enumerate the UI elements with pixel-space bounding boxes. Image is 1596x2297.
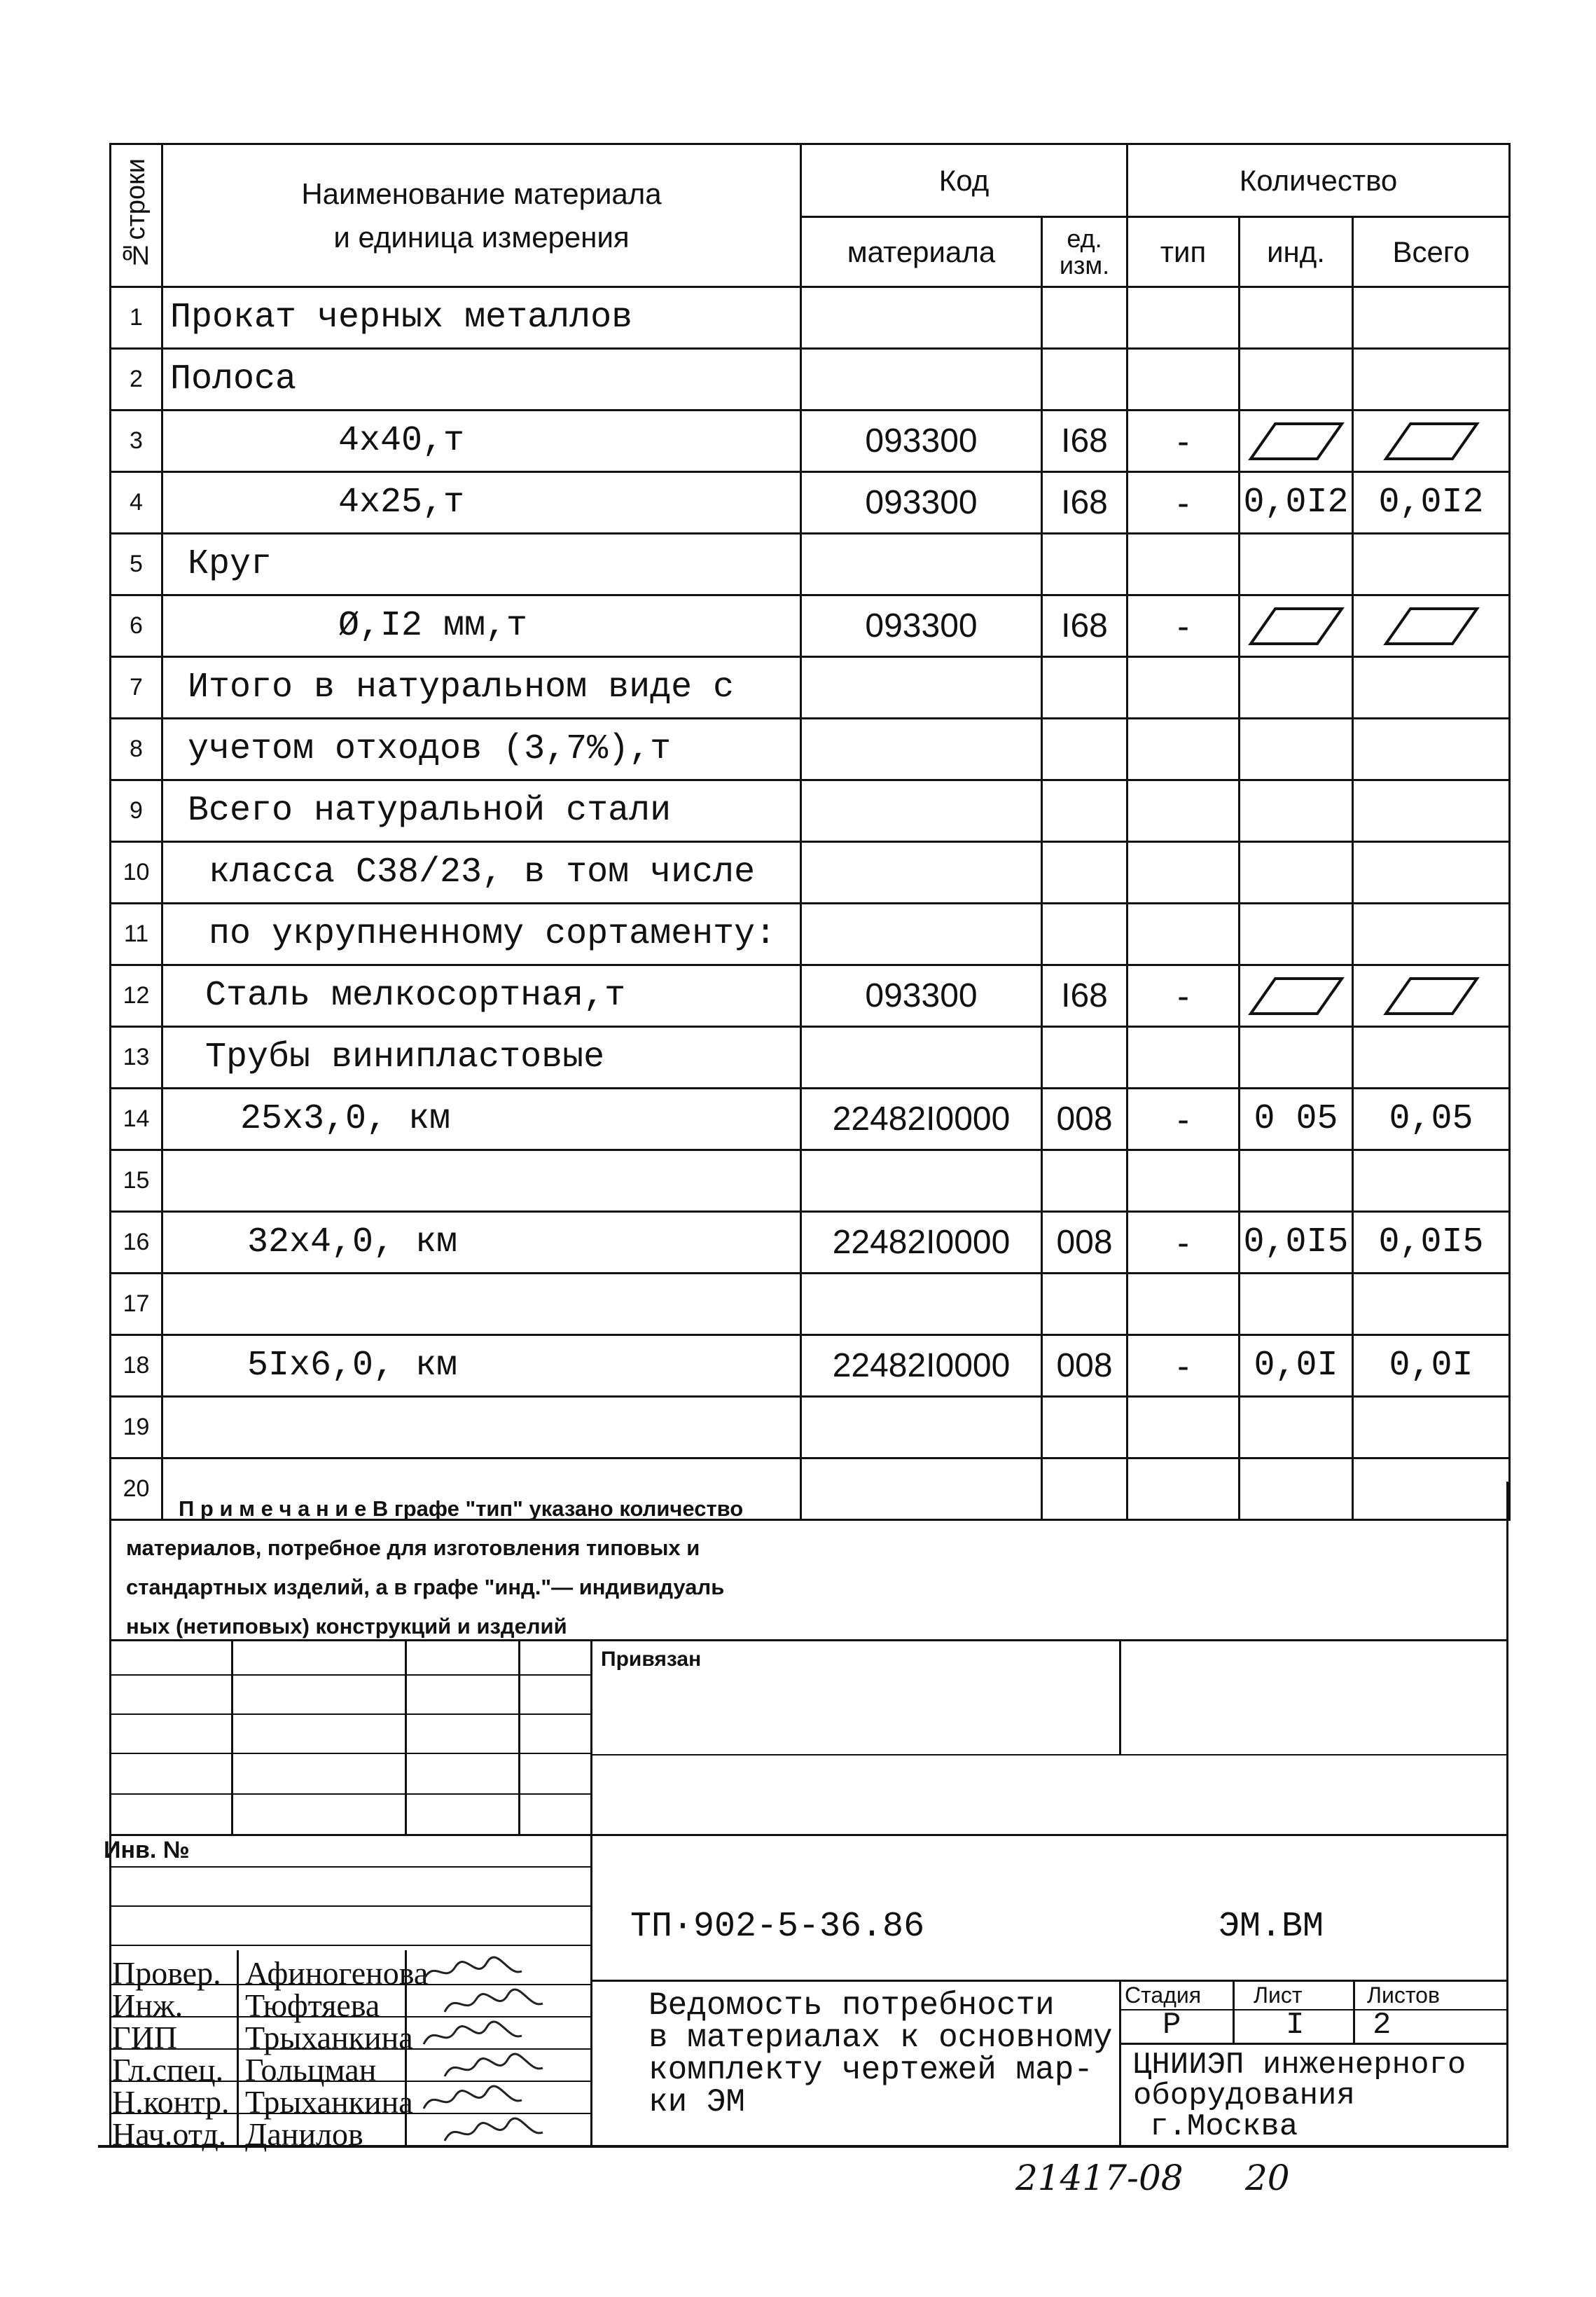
material-name: 32x4,0, км xyxy=(162,1212,801,1274)
quantity-header: Количество xyxy=(1127,144,1510,217)
material-code xyxy=(801,719,1042,780)
row-number: 15 xyxy=(111,1150,162,1212)
unit-code xyxy=(1042,904,1127,965)
code-unit-header: ед. изм. xyxy=(1042,217,1127,287)
unit-code: I68 xyxy=(1042,472,1127,534)
qty-ind xyxy=(1240,780,1353,842)
staff-name: Трыханкина xyxy=(245,2020,413,2055)
materials-table xyxy=(109,143,1511,1521)
staff-name: Афиногенова xyxy=(245,1955,429,1991)
page-number: 20 xyxy=(1245,2158,1290,2198)
row-number: 5 xyxy=(111,534,162,595)
row-number: 11 xyxy=(111,904,162,965)
staff-name: Тюфтяева xyxy=(245,1987,380,2023)
unit-code xyxy=(1042,719,1127,780)
table-row xyxy=(111,1212,1510,1274)
code-header: Код xyxy=(801,144,1127,217)
material-code: 093300 xyxy=(801,472,1042,534)
qty-total: 0,0I2 xyxy=(1353,472,1510,534)
qty-total xyxy=(1353,287,1510,349)
qty-total xyxy=(1353,1458,1510,1520)
unit-code: I68 xyxy=(1042,411,1127,472)
qty-total xyxy=(1353,411,1510,472)
material-code xyxy=(801,349,1042,411)
qty-ind-header: инд. xyxy=(1240,217,1353,287)
qty-type xyxy=(1127,1274,1240,1335)
material-name-header: Наименование материала и единица измерения xyxy=(162,144,801,287)
material-code xyxy=(801,1397,1042,1458)
table-row xyxy=(111,780,1510,842)
qty-ind xyxy=(1240,904,1353,965)
table-row xyxy=(111,595,1510,657)
staff-role: Инж. xyxy=(112,1987,183,2023)
qty-type-header: тип xyxy=(1127,217,1240,287)
dash-parallelogram-icon xyxy=(1247,975,1345,1017)
material-code xyxy=(801,842,1042,904)
material-name: 5Ix6,0, км xyxy=(162,1335,801,1397)
material-name xyxy=(162,1274,801,1335)
material-name: Сталь мелкосортная,т xyxy=(162,965,801,1027)
stamp-top-line xyxy=(109,1639,1508,1641)
row-number: 13 xyxy=(111,1027,162,1089)
qty-type xyxy=(1127,1397,1240,1458)
qty-ind: 0,0I xyxy=(1240,1335,1353,1397)
document-mark: ЭМ.ВМ xyxy=(1219,1907,1324,1947)
table-row xyxy=(111,1089,1510,1150)
table-row xyxy=(111,842,1510,904)
qty-ind: 0 05 xyxy=(1240,1089,1353,1150)
qty-ind xyxy=(1240,349,1353,411)
inventory-number-label: Инв. № xyxy=(104,1837,190,1863)
signature-icon xyxy=(441,1988,546,2019)
qty-total xyxy=(1353,595,1510,657)
qty-total xyxy=(1353,349,1510,411)
material-name: Итого в натуральном виде с xyxy=(162,657,801,719)
row-number: 7 xyxy=(111,657,162,719)
unit-code xyxy=(1042,1397,1127,1458)
qty-type xyxy=(1127,719,1240,780)
qty-ind xyxy=(1240,1150,1353,1212)
material-code: 22482I0000 xyxy=(801,1335,1042,1397)
material-name: 4x40,т xyxy=(162,411,801,472)
qty-total xyxy=(1353,904,1510,965)
unit-code xyxy=(1042,287,1127,349)
signature-icon xyxy=(420,1956,525,1987)
qty-ind: 0,0I5 xyxy=(1240,1212,1353,1274)
row-number: 18 xyxy=(111,1335,162,1397)
unit-code: 008 xyxy=(1042,1335,1127,1397)
material-code: 22482I0000 xyxy=(801,1089,1042,1150)
table-row xyxy=(111,1150,1510,1212)
staff-name: Трыханкина xyxy=(245,2084,413,2120)
table-row xyxy=(111,1027,1510,1089)
staff-name: Гольцман xyxy=(245,2052,377,2088)
row-number: 1 xyxy=(111,287,162,349)
unit-code xyxy=(1042,349,1127,411)
table-note: П р и м е ч а н и е В графе "тип" указано количество материалов, потребное для изготовления типовых и стандартных изделий, а в графе "инд."— индивидуаль ных (нетиповых) конструкций и изделий xyxy=(126,1496,744,1639)
material-name: класса С38/23, в том числе xyxy=(162,842,801,904)
material-name: Трубы винипластовые xyxy=(162,1027,801,1089)
qty-type xyxy=(1127,287,1240,349)
qty-total: 0,05 xyxy=(1353,1089,1510,1150)
qty-type: - xyxy=(1127,965,1240,1027)
material-code xyxy=(801,904,1042,965)
unit-code xyxy=(1042,657,1127,719)
unit-code xyxy=(1042,842,1127,904)
dash-parallelogram-icon xyxy=(1382,975,1480,1017)
qty-type: - xyxy=(1127,595,1240,657)
staff-role: Провер. xyxy=(112,1955,221,1991)
material-code xyxy=(801,780,1042,842)
material-name: Прокат черных металлов xyxy=(162,287,801,349)
unit-code xyxy=(1042,1027,1127,1089)
staff-name: Данилов xyxy=(245,2116,363,2152)
material-name: учетом отходов (3,7%),т xyxy=(162,719,801,780)
unit-code xyxy=(1042,1458,1127,1520)
qty-type xyxy=(1127,657,1240,719)
unit-code xyxy=(1042,1150,1127,1212)
dash-parallelogram-icon xyxy=(1382,605,1480,647)
table-row xyxy=(111,1397,1510,1458)
qty-ind xyxy=(1240,534,1353,595)
qty-ind xyxy=(1240,411,1353,472)
table-row xyxy=(111,719,1510,780)
left-border xyxy=(109,1482,111,2147)
unit-code xyxy=(1042,1274,1127,1335)
qty-total xyxy=(1353,719,1510,780)
material-code: 093300 xyxy=(801,595,1042,657)
row-number: 19 xyxy=(111,1397,162,1458)
qty-type xyxy=(1127,1150,1240,1212)
qty-total xyxy=(1353,965,1510,1027)
material-name: 4x25,т xyxy=(162,472,801,534)
right-border xyxy=(1506,1482,1508,2147)
qty-ind xyxy=(1240,595,1353,657)
row-number: 16 xyxy=(111,1212,162,1274)
qty-type: - xyxy=(1127,472,1240,534)
row-number: 8 xyxy=(111,719,162,780)
row-number: 10 xyxy=(111,842,162,904)
qty-total xyxy=(1353,1150,1510,1212)
qty-total xyxy=(1353,842,1510,904)
material-name: 25x3,0, км xyxy=(162,1089,801,1150)
table-row xyxy=(111,534,1510,595)
material-code: 093300 xyxy=(801,411,1042,472)
qty-total xyxy=(1353,780,1510,842)
row-number: 20 xyxy=(111,1458,162,1520)
material-code xyxy=(801,1027,1042,1089)
unit-code: 008 xyxy=(1042,1212,1127,1274)
qty-type xyxy=(1127,780,1240,842)
qty-ind xyxy=(1240,1274,1353,1335)
staff-role: Н.контр. xyxy=(112,2084,230,2120)
table-row xyxy=(111,349,1510,411)
material-name: Круг xyxy=(162,534,801,595)
row-number: 12 xyxy=(111,965,162,1027)
sheet-value: I xyxy=(1286,2008,1305,2043)
qty-type: - xyxy=(1127,1089,1240,1150)
material-code xyxy=(801,534,1042,595)
staff-role: Гл.спец. xyxy=(112,2052,224,2088)
material-code xyxy=(801,657,1042,719)
material-code xyxy=(801,287,1042,349)
material-name xyxy=(162,1397,801,1458)
qty-total: 0,0I5 xyxy=(1353,1212,1510,1274)
unit-code: I68 xyxy=(1042,595,1127,657)
qty-ind xyxy=(1240,1458,1353,1520)
qty-type xyxy=(1127,842,1240,904)
qty-total xyxy=(1353,1397,1510,1458)
row-number: 9 xyxy=(111,780,162,842)
table-row xyxy=(111,411,1510,472)
row-number: 3 xyxy=(111,411,162,472)
material-name xyxy=(162,1150,801,1212)
table-row xyxy=(111,904,1510,965)
sheets-label: Листов xyxy=(1367,1982,1440,2008)
code-material-header: материала xyxy=(801,217,1042,287)
table-row xyxy=(111,657,1510,719)
qty-total xyxy=(1353,657,1510,719)
signature-icon xyxy=(441,2053,546,2083)
organization: ЦНИИЭП инженерного оборудования г.Москва xyxy=(1133,2048,1466,2144)
material-code xyxy=(801,1150,1042,1212)
unit-code: 008 xyxy=(1042,1089,1127,1150)
material-code xyxy=(801,1274,1042,1335)
qty-total: 0,0I xyxy=(1353,1335,1510,1397)
qty-type: - xyxy=(1127,1335,1240,1397)
qty-ind xyxy=(1240,657,1353,719)
signature-icon xyxy=(420,2020,525,2051)
unit-code xyxy=(1042,534,1127,595)
stage-value: Р xyxy=(1163,2008,1181,2043)
qty-ind xyxy=(1240,1397,1353,1458)
qty-type: - xyxy=(1127,1212,1240,1274)
qty-total xyxy=(1353,1274,1510,1335)
material-name: Полоса xyxy=(162,349,801,411)
qty-type xyxy=(1127,904,1240,965)
qty-type xyxy=(1127,1458,1240,1520)
table-row xyxy=(111,472,1510,534)
qty-type: - xyxy=(1127,411,1240,472)
qty-total-header: Всего xyxy=(1353,217,1510,287)
staff-role: ГИП xyxy=(112,2020,178,2055)
row-number: 17 xyxy=(111,1274,162,1335)
dash-parallelogram-icon xyxy=(1382,420,1480,462)
qty-type xyxy=(1127,349,1240,411)
material-name: Ø,I2 мм,т xyxy=(162,595,801,657)
table-row xyxy=(111,1335,1510,1397)
row-number: 14 xyxy=(111,1089,162,1150)
qty-ind: 0,0I2 xyxy=(1240,472,1353,534)
archive-number: 21417-08 xyxy=(1015,2158,1184,2198)
unit-code: I68 xyxy=(1042,965,1127,1027)
document-title: Ведомость потребности в материалах к основному комплекту чертежей мар- ки ЭМ xyxy=(648,1987,1113,2120)
privyazan-label: Привязан xyxy=(601,1648,702,1671)
dash-parallelogram-icon xyxy=(1247,605,1345,647)
qty-ind xyxy=(1240,719,1353,780)
qty-total xyxy=(1353,1027,1510,1089)
staff-role: Нач.отд. xyxy=(112,2116,227,2152)
qty-type xyxy=(1127,534,1240,595)
signature-icon xyxy=(441,2117,546,2148)
signature-icon xyxy=(420,2085,525,2116)
dash-parallelogram-icon xyxy=(1247,420,1345,462)
row-number: 4 xyxy=(111,472,162,534)
table-row xyxy=(111,287,1510,349)
material-name: по укрупненному сортаменту: xyxy=(162,904,801,965)
material-name: Всего натуральной стали xyxy=(162,780,801,842)
material-code: 22482I0000 xyxy=(801,1212,1042,1274)
row-number-header: №строки xyxy=(111,144,162,287)
material-code: 093300 xyxy=(801,965,1042,1027)
qty-ind xyxy=(1240,965,1353,1027)
qty-ind xyxy=(1240,1027,1353,1089)
row-number: 6 xyxy=(111,595,162,657)
row-number: 2 xyxy=(111,349,162,411)
unit-code xyxy=(1042,780,1127,842)
table-row xyxy=(111,965,1510,1027)
qty-ind xyxy=(1240,842,1353,904)
table-row xyxy=(111,1274,1510,1335)
document-code: ТП·902-5-36.86 xyxy=(630,1907,925,1947)
qty-type xyxy=(1127,1027,1240,1089)
qty-total xyxy=(1353,534,1510,595)
sheets-value: 2 xyxy=(1373,2008,1392,2043)
qty-ind xyxy=(1240,287,1353,349)
sheet-label: Лист xyxy=(1254,1982,1303,2008)
stage-label: Стадия xyxy=(1125,1982,1202,2008)
